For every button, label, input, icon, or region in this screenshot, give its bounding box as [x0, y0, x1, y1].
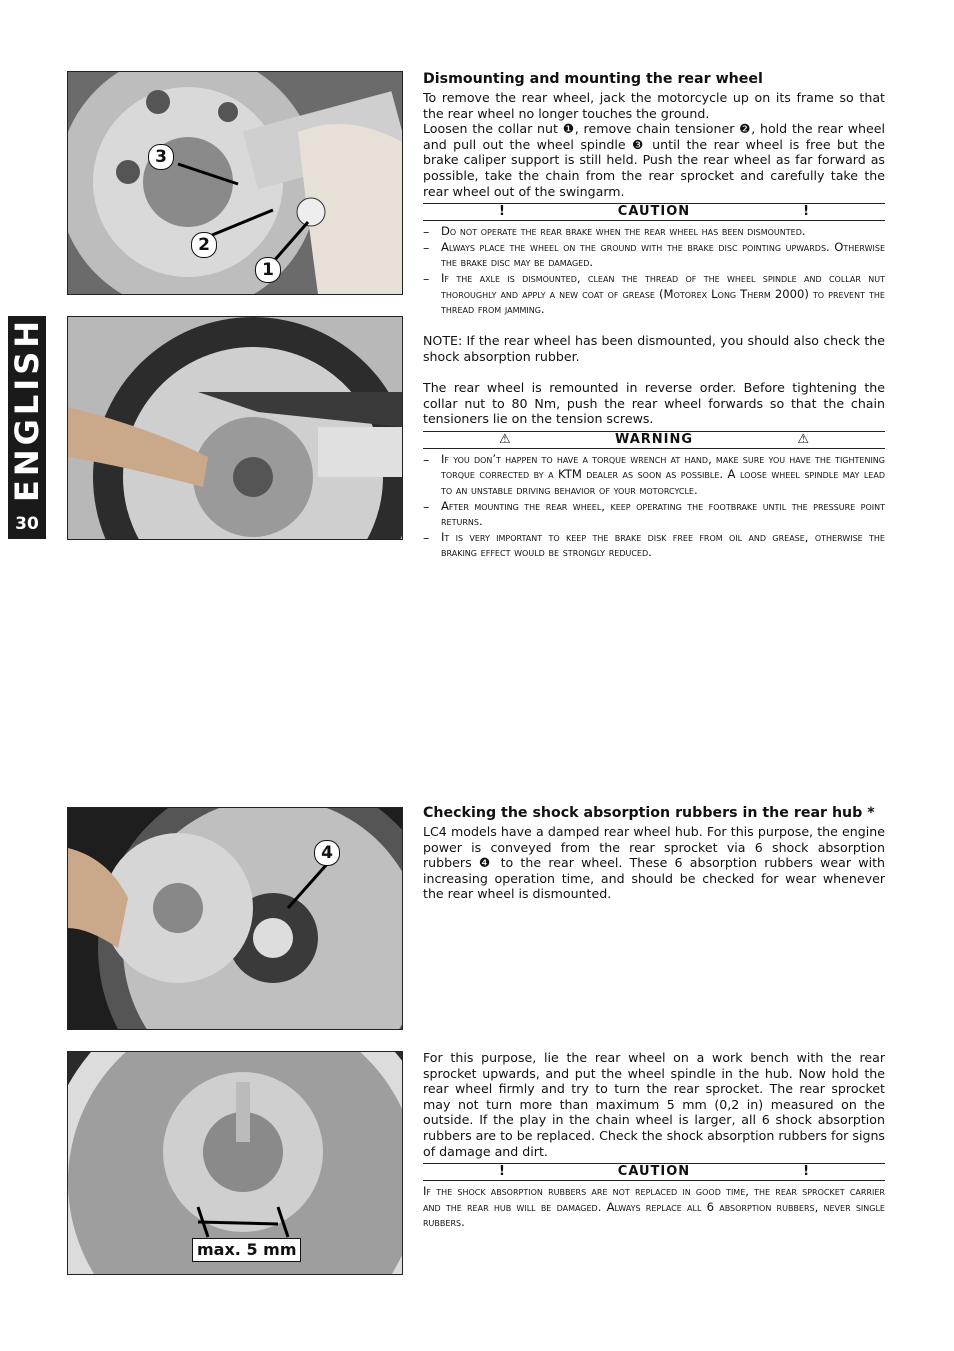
callout-1: 1: [255, 257, 281, 283]
caution-mark: !: [803, 204, 809, 220]
hub-illustration: [68, 808, 402, 1029]
callout-3: 3: [148, 144, 174, 170]
caution-mark: !: [803, 1164, 809, 1180]
section-heading: Checking the shock absorption rubbers in the rear hub *: [423, 805, 875, 821]
sprocket-illustration: [68, 72, 402, 294]
caution-title: CAUTION: [617, 204, 691, 220]
photo-sprocket-axle: [67, 71, 403, 295]
paragraph: Loosen the collar nut ❶, remove chain tensioner ❷, hold the rear wheel and pull out the wheel spindle ❸ until the rear wheel is free but the brake caliper support is still held. Push the rear wheel as far forward as possible, take the chain from the rear sprocket and carefully take the rear wheel out of the swingarm.: [423, 121, 885, 199]
paragraph: For this purpose, lie the rear wheel on a work bench with the rear sprocket upwards, and put the wheel spindle in the hub. Now hold the rear wheel firmly and try to turn the rear sprocket. The rear sprocket may not turn more than maximum 5 mm (0,2 in) measured on the outside. If the play in the chain wheel is larger, all 6 shock absorption rubbers are to be replaced. Check the shock absorption rubbers for signs of damage and dirt.: [423, 1050, 885, 1159]
photo-wheel-top: [67, 1051, 403, 1275]
photo-rear-hub: [67, 807, 403, 1030]
callout-4: 4: [314, 840, 340, 866]
caution-mark: !: [499, 1164, 505, 1180]
warning-icon: ⚠: [499, 431, 511, 447]
page-number: 30: [15, 514, 39, 534]
section-rear-wheel: [423, 70, 885, 561]
callout-2: 2: [191, 232, 217, 258]
section-heading: Dismounting and mounting the rear wheel: [423, 71, 763, 87]
paragraph: To remove the rear wheel, jack the motorcycle up on its frame so that the rear wheel no longer touches the ground.: [423, 90, 885, 121]
paragraph: The rear wheel is remounted in reverse order. Before tightening the collar nut to 80 Nm, push the rear wheel forwards so that the chain tensioners lie on the tension screws.: [423, 380, 885, 427]
photo-wheel-chain: [67, 316, 403, 540]
max-play-label: max. 5 mm: [192, 1238, 301, 1262]
warning-icon: ⚠: [797, 431, 809, 447]
list-item: – If you don’t happen to have a torque wrench at hand, make sure you have the tightening torque corrected by a KTM dealer as soon as possible. A loose wheel spindle may lead to an unstable driving behavior of your motorcycle.: [423, 451, 885, 498]
caution-bar: [423, 203, 885, 221]
warning-title: WARNING: [614, 431, 694, 447]
section-shock-check: [423, 1050, 885, 1231]
note-paragraph: NOTE: If the rear wheel has been dismounted, you should also check the shock absorption rubber.: [423, 333, 885, 364]
language-label: ENGLISH: [8, 316, 46, 502]
warning-bar: [423, 431, 885, 449]
list-item: – If the axle is dismounted, clean the thread of the wheel spindle and collar nut thoroughly and apply a new coat of grease (Motorex Long Therm 2000) to prevent the thread from jamming.: [423, 270, 885, 317]
caution-text: If the shock absorption rubbers are not replaced in good time, the rear sprocket carrier and the rear hub will be damaged. Always replace all 6 absorption rubbers, never single rubbers.: [423, 1184, 885, 1230]
caution-mark: !: [499, 204, 505, 220]
caution-bar: [423, 1163, 885, 1181]
list-item: – Do not operate the rear brake when the rear wheel has been dismounted.: [423, 224, 806, 240]
wheel-chain-illustration: [68, 317, 402, 539]
paragraph: LC4 models have a damped rear wheel hub. For this purpose, the engine power is conveyed from the rear sprocket via 6 shock absorption rubbers ❹ to the rear wheel. These 6 absorption rubbers wear with increasing operation time, and should be checked for wear whenever the rear wheel is dismounted.: [423, 824, 885, 902]
caution-title: CAUTION: [617, 1164, 691, 1180]
language-tab: [8, 316, 46, 539]
list-item: – Always place the wheel on the ground with the brake disc pointing upwards. Otherwise the brake disc may be damaged.: [423, 239, 885, 270]
list-item: – It is very important to keep the brake disk free from oil and grease, otherwise the braking effect would be strongly reduced.: [423, 529, 885, 560]
section-shock-rubbers: [423, 804, 885, 902]
list-item: – After mounting the rear wheel, keep operating the footbrake until the pressure point returns.: [423, 498, 885, 529]
